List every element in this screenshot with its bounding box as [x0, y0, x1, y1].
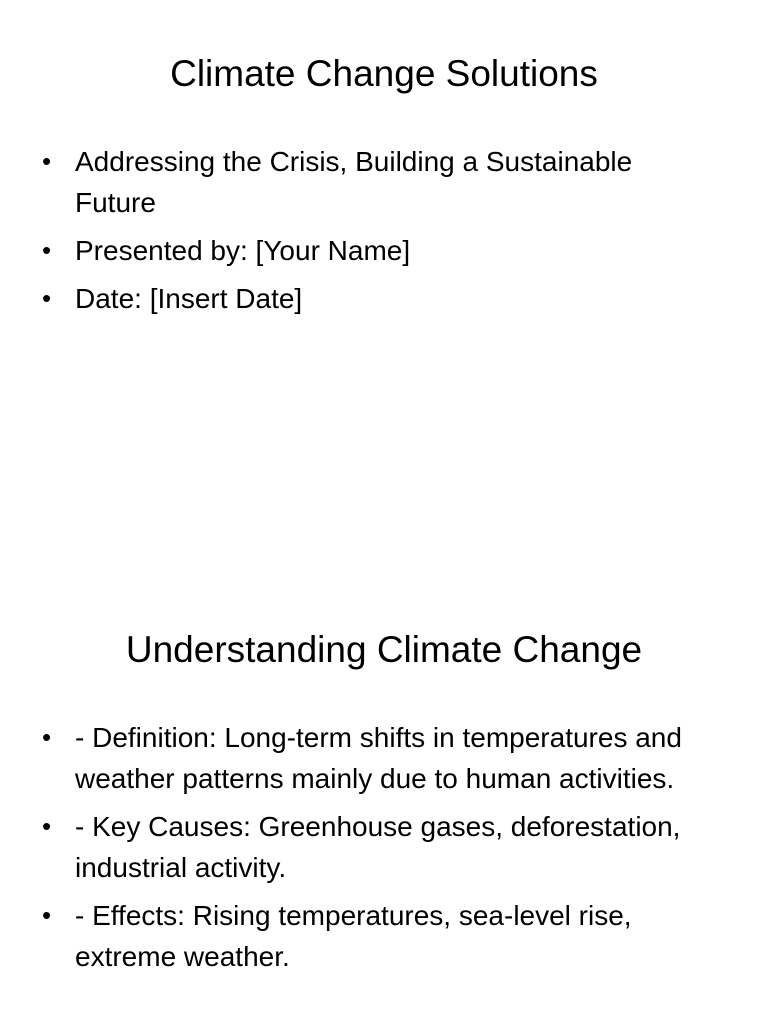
bullet-item — [42, 806, 712, 888]
bullet-text: Date: [Insert Date] — [75, 283, 303, 314]
bullet-text: Presented by: [Your Name] — [75, 235, 411, 266]
bullet-item — [42, 278, 712, 319]
bullet-icon: • — [42, 146, 52, 176]
bullet-icon: • — [42, 900, 52, 930]
bullet-icon: • — [42, 283, 52, 313]
bullet-list — [42, 141, 712, 326]
bullet-icon: • — [42, 811, 52, 841]
bullet-item — [42, 230, 712, 271]
bullet-text: - Effects: Rising temperatures, sea-level rise, extreme weather. — [75, 900, 632, 972]
bullet-icon: • — [42, 235, 52, 265]
bullet-text: - Definition: Long-term shifts in temperatures and weather patterns mainly due to human activities. — [75, 722, 682, 794]
bullet-item — [42, 895, 712, 977]
bullet-text: - Key Causes: Greenhouse gases, deforestation, industrial activity. — [75, 811, 681, 883]
bullet-icon: • — [42, 722, 52, 752]
bullet-text: Addressing the Crisis, Building a Sustainable Future — [75, 146, 633, 218]
bullet-item — [42, 141, 712, 223]
slide-title: Climate Change Solutions — [170, 53, 598, 94]
bullet-item — [42, 717, 712, 799]
slide-2 — [0, 576, 768, 1024]
bullet-list — [42, 717, 712, 984]
slide-title: Understanding Climate Change — [125, 629, 643, 670]
